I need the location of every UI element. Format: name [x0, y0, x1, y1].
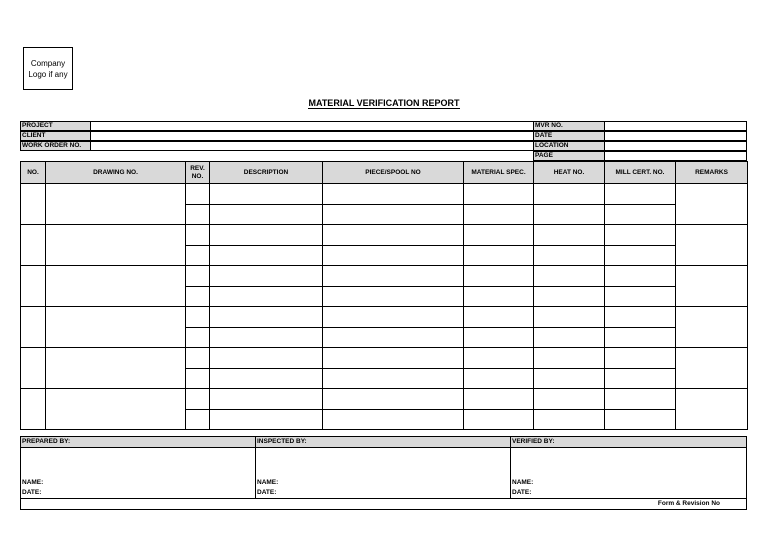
verified-by-header: VERIFIED BY: — [511, 437, 746, 448]
cell-description[interactable] — [210, 409, 323, 430]
project-value[interactable] — [90, 121, 534, 131]
cell-material-spec[interactable] — [464, 368, 534, 389]
cell-piece-spool-no[interactable] — [323, 225, 464, 246]
material-table — [20, 161, 748, 430]
work-order-label: WORK ORDER NO. — [20, 141, 91, 151]
cell-mill-cert-no[interactable] — [605, 286, 676, 307]
cell-no[interactable] — [21, 184, 46, 225]
cell-rev-no[interactable] — [186, 307, 210, 328]
prepared-date-label: DATE: — [22, 489, 42, 496]
mvr-no-label: MVR NO. — [533, 121, 605, 131]
cell-piece-spool-no[interactable] — [323, 389, 464, 410]
table-row — [21, 184, 748, 205]
cell-description[interactable] — [210, 348, 323, 369]
table-header-row — [21, 162, 748, 184]
cell-material-spec[interactable] — [464, 307, 534, 328]
table-row — [21, 307, 748, 328]
cell-piece-spool-no[interactable] — [323, 327, 464, 348]
prepared-by-header: PREPARED BY: — [21, 437, 256, 448]
project-label: PROJECT — [20, 121, 91, 131]
cell-material-spec[interactable] — [464, 245, 534, 266]
cell-heat-no[interactable] — [534, 184, 605, 205]
cell-piece-spool-no[interactable] — [323, 204, 464, 225]
table-row — [21, 266, 748, 287]
cell-description[interactable] — [210, 389, 323, 410]
cell-mill-cert-no[interactable] — [605, 266, 676, 287]
table-row — [21, 348, 748, 369]
cell-description[interactable] — [210, 184, 323, 205]
cell-mill-cert-no[interactable] — [605, 245, 676, 266]
logo-text: Company Logo if any — [28, 58, 68, 79]
col-header-material-spec: MATERIAL SPEC. — [464, 162, 534, 184]
cell-description[interactable] — [210, 225, 323, 246]
cell-piece-spool-no[interactable] — [323, 184, 464, 205]
location-label: LOCATION — [533, 141, 605, 151]
verified-by-area[interactable] — [511, 437, 746, 499]
cell-heat-no[interactable] — [534, 225, 605, 246]
report-info-block — [20, 121, 747, 161]
col-header-mill-cert-no: MILL CERT. NO. — [605, 162, 676, 184]
col-header-rev-no: REV. NO. — [186, 162, 210, 184]
cell-remarks[interactable] — [676, 266, 748, 307]
cell-rev-no[interactable] — [186, 245, 210, 266]
cell-piece-spool-no[interactable] — [323, 245, 464, 266]
cell-heat-no[interactable] — [534, 245, 605, 266]
verified-name-label: NAME: — [512, 479, 534, 486]
cell-drawing-no[interactable] — [46, 307, 186, 348]
cell-mill-cert-no[interactable] — [605, 368, 676, 389]
location-value[interactable] — [604, 141, 747, 151]
cell-no[interactable] — [21, 266, 46, 307]
page-label: PAGE — [533, 151, 605, 161]
signature-block — [20, 436, 747, 510]
cell-mill-cert-no[interactable] — [605, 307, 676, 328]
cell-no[interactable] — [21, 225, 46, 266]
cell-description[interactable] — [210, 327, 323, 348]
client-value[interactable] — [90, 131, 534, 141]
table-row — [21, 389, 748, 410]
cell-piece-spool-no[interactable] — [323, 409, 464, 430]
work-order-value[interactable] — [90, 141, 534, 151]
cell-heat-no[interactable] — [534, 389, 605, 410]
cell-piece-spool-no[interactable] — [323, 368, 464, 389]
cell-rev-no[interactable] — [186, 204, 210, 225]
cell-mill-cert-no[interactable] — [605, 409, 676, 430]
col-header-piece-spool-no: PIECE/SPOOL NO — [323, 162, 464, 184]
cell-material-spec[interactable] — [464, 409, 534, 430]
cell-rev-no[interactable] — [186, 184, 210, 205]
cell-rev-no[interactable] — [186, 348, 210, 369]
cell-heat-no[interactable] — [534, 204, 605, 225]
cell-drawing-no[interactable] — [46, 225, 186, 266]
cell-remarks[interactable] — [676, 225, 748, 266]
cell-no[interactable] — [21, 307, 46, 348]
cell-heat-no[interactable] — [534, 266, 605, 287]
cell-rev-no[interactable] — [186, 266, 210, 287]
cell-no[interactable] — [21, 348, 46, 389]
col-header-description: DESCRIPTION — [210, 162, 323, 184]
date-label: DATE — [533, 131, 605, 141]
cell-mill-cert-no[interactable] — [605, 327, 676, 348]
cell-drawing-no[interactable] — [46, 348, 186, 389]
cell-drawing-no[interactable] — [46, 266, 186, 307]
cell-mill-cert-no[interactable] — [605, 184, 676, 205]
inspected-by-header: INSPECTED BY: — [256, 437, 511, 448]
prepared-name-label: NAME: — [22, 479, 44, 486]
cell-heat-no[interactable] — [534, 409, 605, 430]
client-label: CLIENT — [20, 131, 91, 141]
cell-drawing-no[interactable] — [46, 389, 186, 430]
cell-material-spec[interactable] — [464, 327, 534, 348]
cell-mill-cert-no[interactable] — [605, 389, 676, 410]
cell-description[interactable] — [210, 266, 323, 287]
col-header-remarks: REMARKS — [676, 162, 748, 184]
col-header-no: NO. — [21, 162, 46, 184]
cell-rev-no[interactable] — [186, 368, 210, 389]
company-logo-placeholder — [23, 47, 73, 90]
verified-date-label: DATE: — [512, 489, 532, 496]
cell-heat-no[interactable] — [534, 368, 605, 389]
cell-mill-cert-no[interactable] — [605, 225, 676, 246]
cell-remarks[interactable] — [676, 184, 748, 225]
mvr-no-value[interactable] — [604, 121, 747, 131]
cell-remarks[interactable] — [676, 389, 748, 430]
prepared-by-area[interactable] — [21, 437, 255, 499]
cell-material-spec[interactable] — [464, 184, 534, 205]
cell-material-spec[interactable] — [464, 266, 534, 287]
col-header-heat-no: HEAT NO. — [534, 162, 605, 184]
cell-rev-no[interactable] — [186, 286, 210, 307]
cell-material-spec[interactable] — [464, 348, 534, 369]
col-header-drawing-no: DRAWING NO. — [46, 162, 186, 184]
cell-rev-no[interactable] — [186, 327, 210, 348]
cell-piece-spool-no[interactable] — [323, 348, 464, 369]
cell-mill-cert-no[interactable] — [605, 204, 676, 225]
cell-remarks[interactable] — [676, 348, 748, 389]
cell-description[interactable] — [210, 286, 323, 307]
cell-material-spec[interactable] — [464, 204, 534, 225]
cell-heat-no[interactable] — [534, 307, 605, 328]
cell-rev-no[interactable] — [186, 389, 210, 410]
cell-description[interactable] — [210, 204, 323, 225]
report-title-text: MATERIAL VERIFICATION REPORT — [308, 98, 460, 108]
report-title — [0, 97, 768, 109]
page-value[interactable] — [604, 151, 747, 161]
cell-remarks[interactable] — [676, 307, 748, 348]
table-row — [21, 225, 748, 246]
cell-description[interactable] — [210, 245, 323, 266]
form-revision-number: Form & Revision No — [657, 500, 720, 507]
date-value[interactable] — [604, 131, 747, 141]
cell-material-spec[interactable] — [464, 389, 534, 410]
cell-heat-no[interactable] — [534, 348, 605, 369]
inspected-by-area[interactable] — [256, 437, 510, 499]
inspected-date-label: DATE: — [257, 489, 277, 496]
cell-heat-no[interactable] — [534, 327, 605, 348]
cell-drawing-no[interactable] — [46, 184, 186, 225]
cell-mill-cert-no[interactable] — [605, 348, 676, 369]
cell-heat-no[interactable] — [534, 286, 605, 307]
cell-rev-no[interactable] — [186, 225, 210, 246]
cell-piece-spool-no[interactable] — [323, 286, 464, 307]
cell-description[interactable] — [210, 307, 323, 328]
cell-material-spec[interactable] — [464, 286, 534, 307]
cell-piece-spool-no[interactable] — [323, 266, 464, 287]
cell-piece-spool-no[interactable] — [323, 307, 464, 328]
cell-material-spec[interactable] — [464, 225, 534, 246]
inspected-name-label: NAME: — [257, 479, 279, 486]
cell-description[interactable] — [210, 368, 323, 389]
cell-no[interactable] — [21, 389, 46, 430]
cell-rev-no[interactable] — [186, 409, 210, 430]
